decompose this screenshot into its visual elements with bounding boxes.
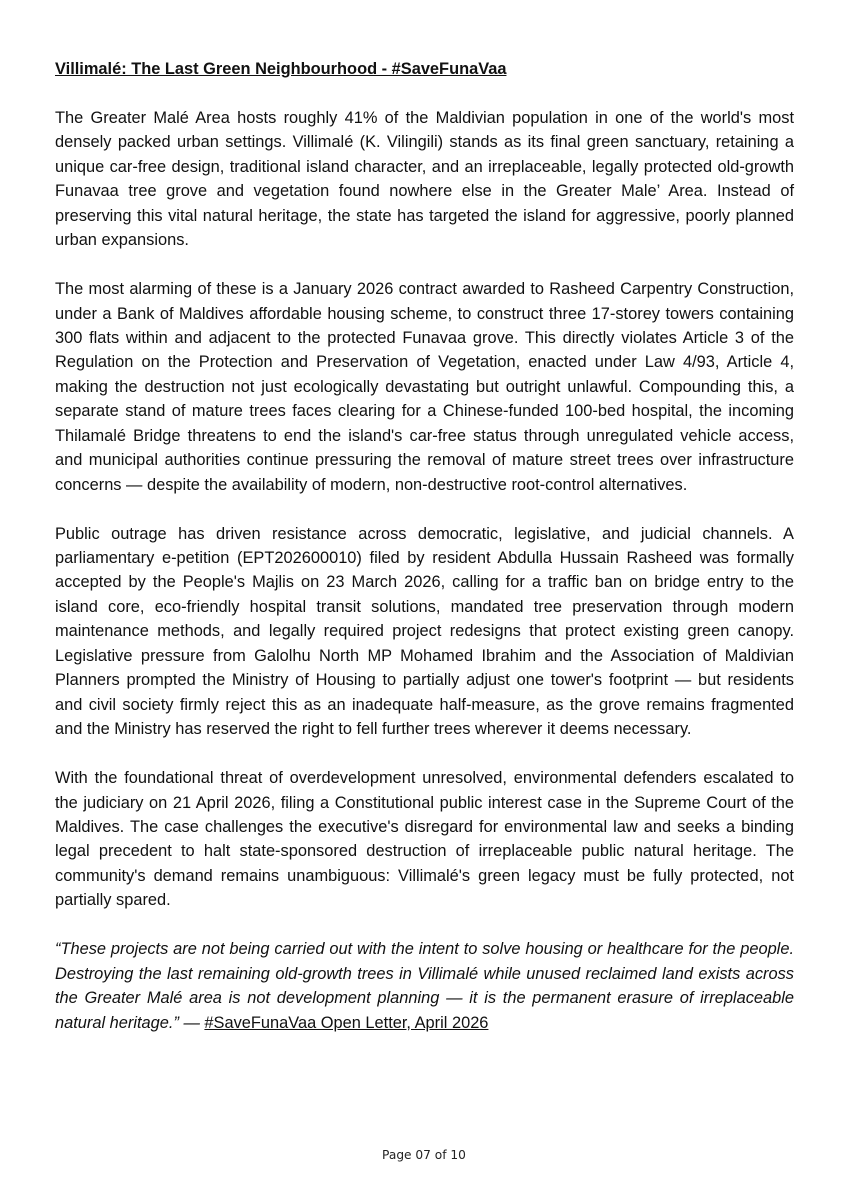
paragraph-intro: The Greater Malé Area hosts roughly 41% of the Maldivian population in one of the world's most densely packed urban settings. Villimalé (K. Vilingili) stands as its final green sanctuary, retaining a unique car-free design, traditional island character, and an irreplaceable, legally protected old-growth Funavaa tree grove and vegetation found nowhere else in the Greater Male’ Area. Instead of preserving this vital natural heritage, the state has targeted the island for aggressive, poorly planned urban expansions. [55,108,794,250]
paragraph-public-resistance: Public outrage has driven resistance across democratic, legislative, and judicial channels. A parliamentary e-petition (EPT202600010) filed by resident Abdulla Hussain Rasheed was formally accepted by the People's Majlis on 23 March 2026, calling for a traffic ban on bridge entry to the island core, eco-friendly hospital transit solutions, mandated tree preservation through modern maintenance methods, and legally required project redesigns that protect existing green canopy. Legislative pressure from Galolhu North MP Mohamed Ibrahim and the Association of Maldivian Planners prompted the Ministry of Housing to partially adjust one tower's footprint — but residents and civil society firmly reject this as an inadequate half-measure, as the grove remains fragmented and the Ministry has reserved the right to fell further trees wherever it deems necessary. [55,524,794,739]
page-number: Page 07 of 10 [382,1148,466,1162]
paragraph-legal-case: With the foundational threat of overdevelopment unresolved, environmental defenders escalated to the judiciary on 21 April 2026, filing a Constitutional public interest case in the Supreme Court of the Maldives. The case challenges the executive's disregard for environmental law and seeks a binding legal precedent to halt state-sponsored destruction of irreplaceable public natural heritage. The community's demand remains unambiguous: Villimalé's green legacy must be fully protected, not partially spared. [55,769,794,910]
quote-text: “These projects are not being carried out with the intent to solve housing or healthcare for the people. Destroying the last remaining old-growth trees in Villimalé while unused reclaimed land exists across the Greater Malé area is not development planning — it is the permanent erasure of irreplaceable natural heritage.” [55,940,794,1032]
closing-quote [55,937,794,1035]
quote-separator: — [178,1013,205,1032]
quote-attribution-link[interactable]: #SaveFunaVaa Open Letter, April 2026 [204,1013,489,1032]
document-body [55,57,794,1035]
paragraph-housing-contract: The most alarming of these is a January 2026 contract awarded to Rasheed Carpentry Construction, under a Bank of Maldives affordable housing scheme, to construct three 17-storey towers containing 300 flats within and adjacent to the protected Funavaa grove. This directly violates Article 3 of the Regulation on the Protection and Preservation of Vegetation, enacted under Law 4/93, Article 4, making the destruction not just ecologically devastating but outright unlawful. Compounding this, a separate stand of mature trees faces clearing for a Chinese-funded 100-bed hospital, the incoming Thilamalé Bridge threatens to end the island's car-free status through unregulated vehicle access, and municipal authorities continue pressuring the removal of mature street trees over infrastructure concerns — despite the availability of modern, non-destructive root-control alternatives. [55,280,794,494]
page-title: Villimalé: The Last Green Neighbourhood - #SaveFunaVaa [55,60,507,78]
